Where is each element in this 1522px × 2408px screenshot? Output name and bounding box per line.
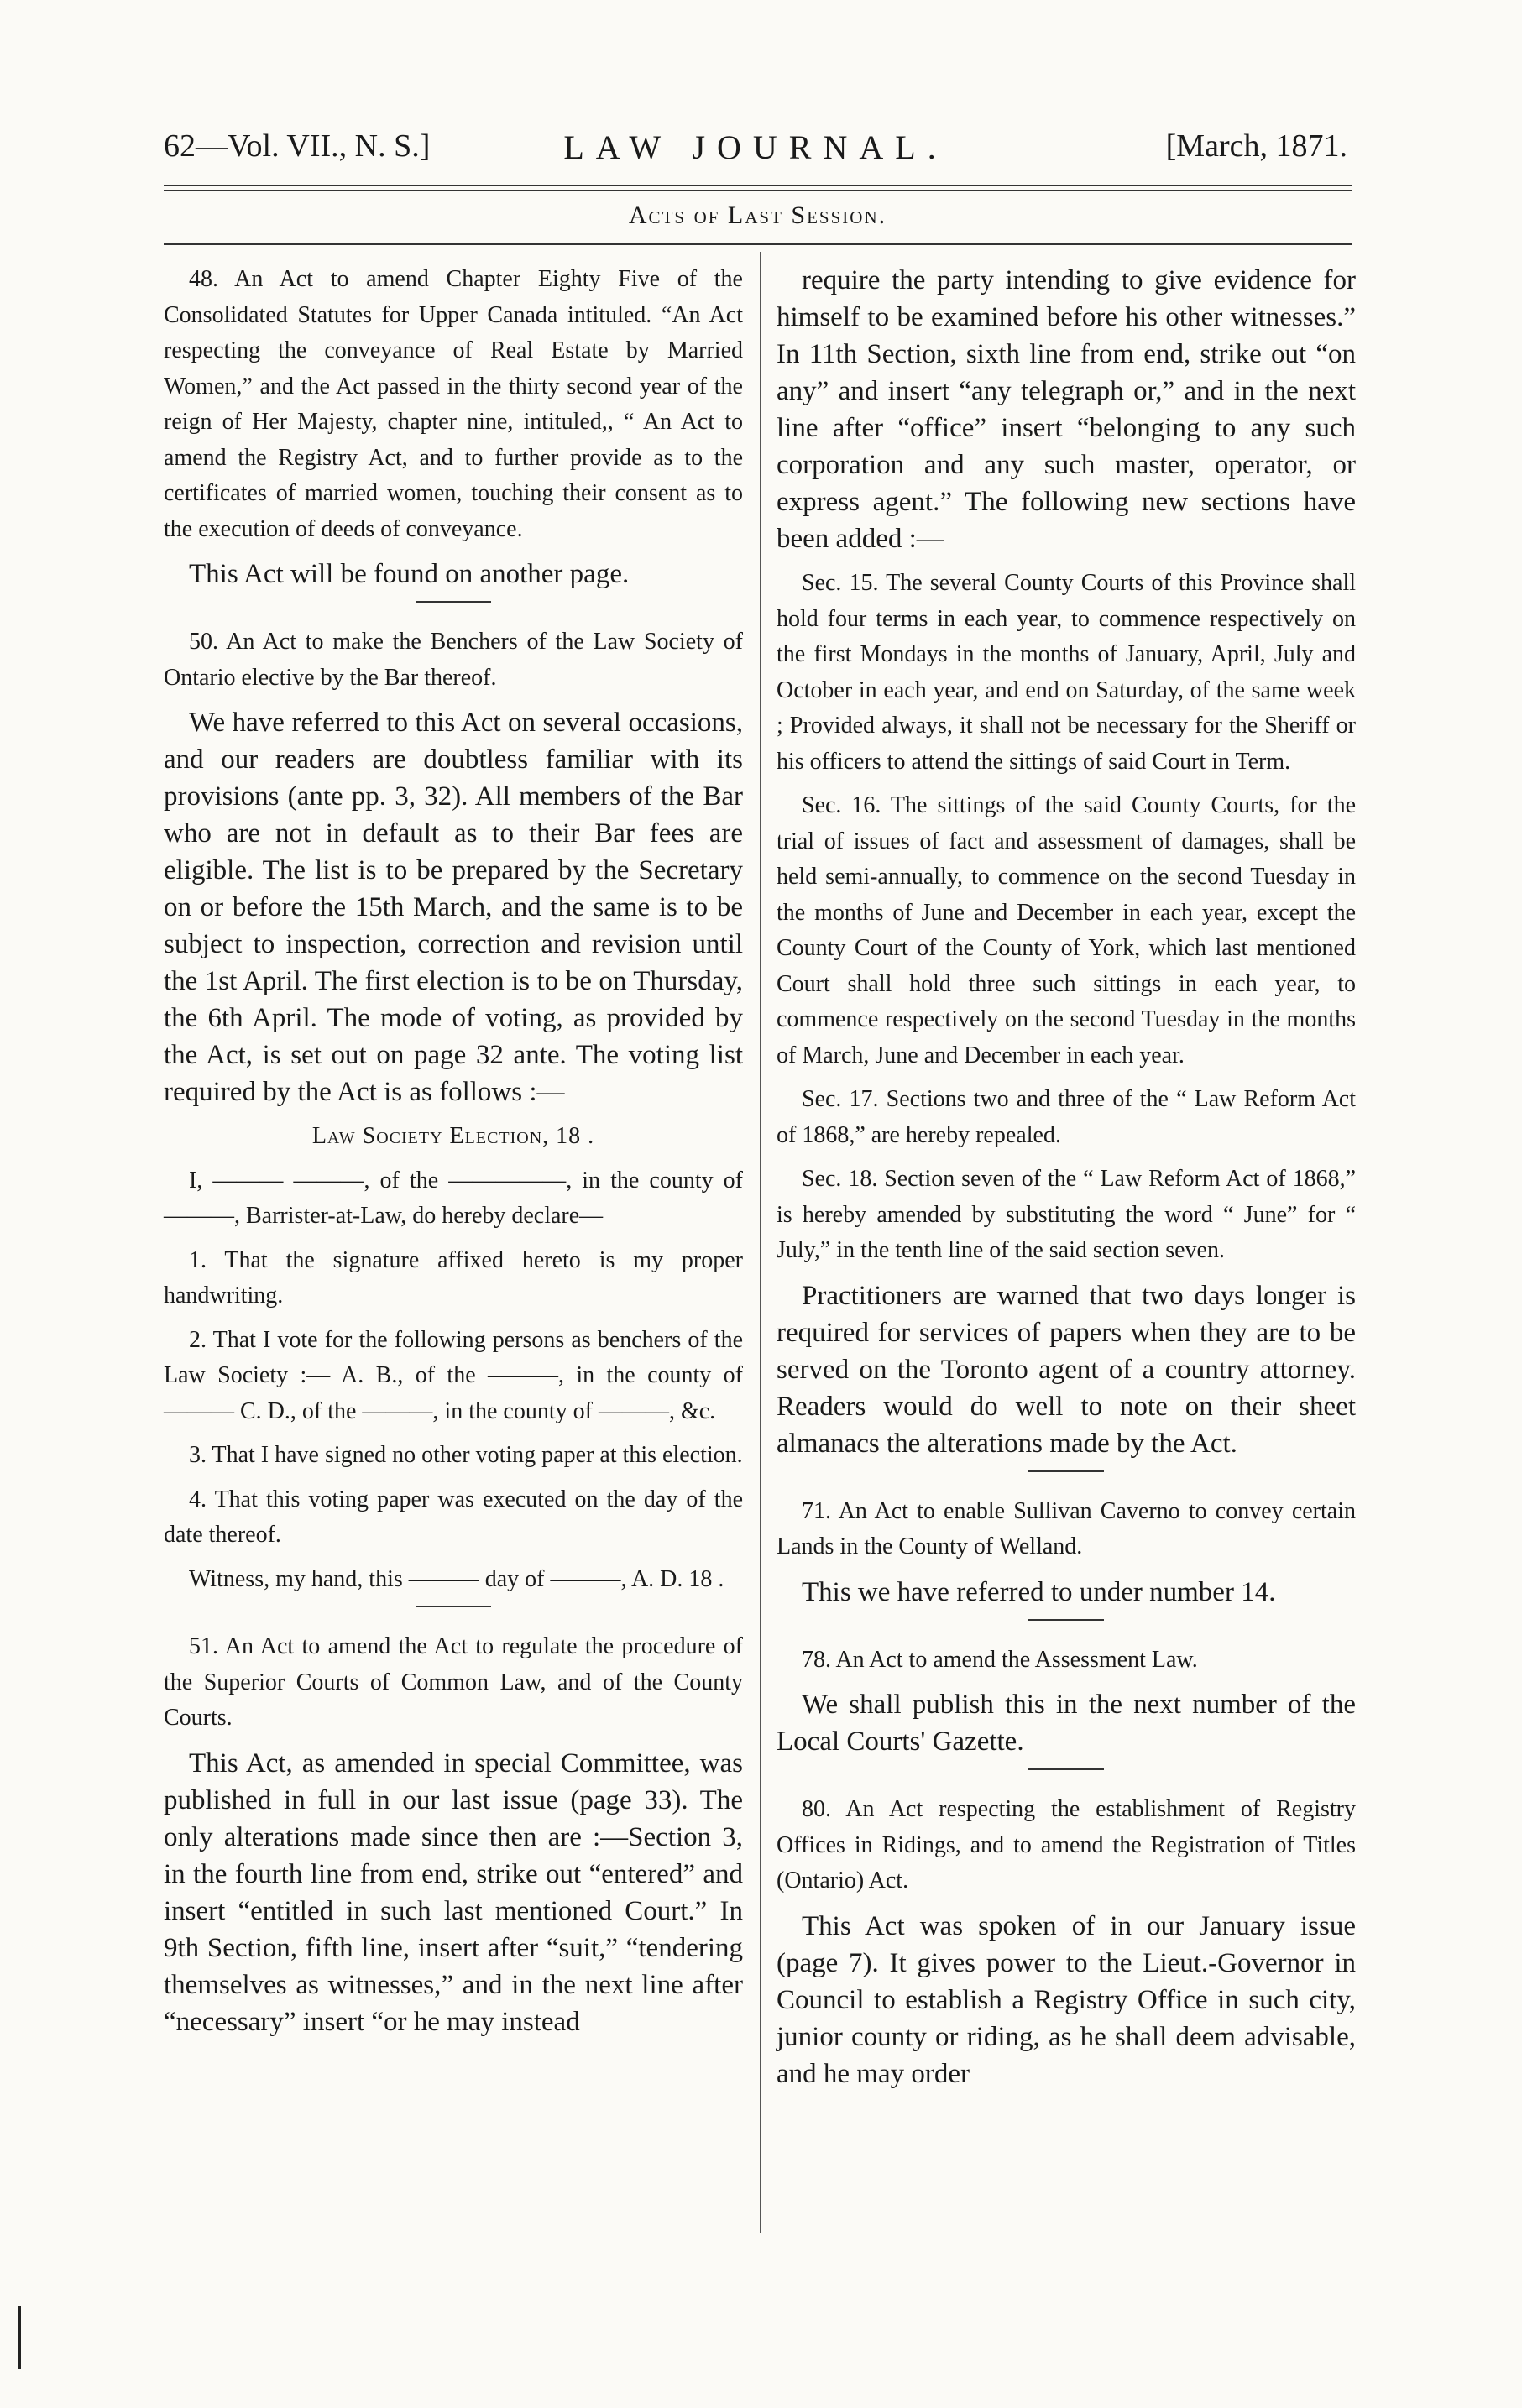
header-volume: 62—Vol. VII., N. S.] [164, 128, 431, 164]
header-rule-bottom [164, 190, 1352, 191]
section-divider-rule [416, 601, 491, 603]
act-paragraph: 48. An Act to amend Chapter Eighty Five of the Consolidated Statutes for Upper Canada intituled. “An Act respecting the conveyance of Real Estate by Married Women,” and the Act passed in the thirty second year of the reign of Her Majesty, chapter nine, intituled,, “ An Act to amend the Registry Act, and to further provide as to the certificates of married women, touching their consent as to the execution of deeds of conveyance. [164, 266, 743, 542]
form-heading: Law Society Election, 18 . [311, 1123, 595, 1149]
section-divider-rule [1028, 1470, 1104, 1472]
act-paragraph: 50. An Act to make the Benchers of the Law Society of Ontario elective by the Bar thereof. [164, 629, 743, 691]
commentary-paragraph: Practitioners are warned that two days longer is required for services of papers when they are to be served on the Toronto agent of a country attorney. Readers would do well to note on their sheet almanacs the alterations made by the Act. [777, 1280, 1356, 1459]
commentary-paragraph: This Act was spoken of in our January issue (page 7). It gives power to the Lieut.-Governor in Council to establish a Registry Office in such city, junior county or riding, as he shall deem advisable, and he may order [777, 1910, 1356, 2089]
commentary-paragraph: require the party intending to give evidence for himself to be examined before his other witnesses.” In 11th Section, sixth line from end, strike out “on any” and insert “any telegraph or,” and in the next line after “office” insert “belonging to any such corporation and any such master, operator, or express agent.” The following new sections have been added :— [777, 265, 1356, 554]
act-paragraph: 71. An Act to enable Sullivan Caverno to convey certain Lands in the County of Welland. [777, 1497, 1356, 1559]
section-divider-rule [1028, 1619, 1104, 1621]
left-column [164, 262, 743, 2049]
act-paragraph: Witness, my hand, this ——— day of ———, A. D. 18 . [189, 1565, 724, 1592]
section-rule [164, 243, 1352, 245]
page-header [164, 128, 1347, 178]
act-paragraph: 78. An Act to amend the Assessment Law. [802, 1646, 1198, 1673]
act-paragraph: I, ——— ———, of the —————, in the county of ———, Barrister-at-Law, do hereby declare— [164, 1167, 743, 1229]
act-paragraph: 2. That I vote for the following persons as benchers of the Law Society :— A. B., of the ———, in the county of ——— C. D., of the ———, in the county of ———, &c. [164, 1326, 743, 1424]
column-divider [760, 252, 761, 2233]
act-paragraph: 51. An Act to amend the Act to regulate the procedure of the Superior Courts of Common Law, and of the County Courts. [164, 1633, 743, 1731]
commentary-paragraph: We shall publish this in the next number of the Local Courts' Gazette. [777, 1690, 1356, 1757]
commentary-paragraph: This we have referred to under number 14. [802, 1576, 1276, 1607]
commentary-paragraph: We have referred to this Act on several occasions, and our readers are doubtless familiar with its provisions (ante pp. 3, 32). All members of the Bar who are not in default as to their Bar fees are eligible. The list is to be prepared by the Secretary on or before the 15th March, and the same is to be subject to inspection, correction and revision until the 1st April. The first election is to be on Thursday, the 6th April. The mode of voting, as provided by the Act, is set out on page 32 ante. The voting list required by the Act is as follows :— [164, 708, 743, 1107]
right-column [777, 262, 1356, 2101]
header-date: [March, 1871. [1165, 128, 1347, 164]
commentary-paragraph: This Act, as amended in special Committee, was published in full in our last issue (page 33). The only alterations made since then are :—Section 3, in the fourth line from end, strike out “entered” and insert “entitled in such last mentioned Court.” In 9th Section, fifth line, insert after “suit,” “tendering themselves as witnesses,” and in the next line after “necessary” insert “or he may instead [164, 1747, 743, 2037]
act-paragraph: Sec. 16. The sittings of the said County Courts, for the trial of issues of fact and assessment of damages, shall be held semi-annually, to commence on the second Tuesday in the months of June and December in each year, except the County Court of the County of York, which last mentioned Court shall hold three such sittings in each year, to commence respectively on the second Tuesday in the months of March, June and December in each year. [777, 792, 1356, 1068]
act-paragraph: 80. An Act respecting the establishment of Registry Offices in Ridings, and to amend the Registration of Titles (Ontario) Act. [777, 1796, 1356, 1893]
section-divider-rule [1028, 1768, 1104, 1770]
act-paragraph: Sec. 17. Sections two and three of the “ Law Reform Act of 1868,” are hereby repealed. [777, 1086, 1356, 1148]
commentary-paragraph: This Act will be found on another page. [189, 559, 630, 589]
header-journal-title: LAW JOURNAL. [563, 128, 948, 166]
act-paragraph: 3. That I have signed no other voting paper at this election. [189, 1442, 743, 1468]
act-paragraph: Sec. 15. The several County Courts of this Province shall hold four terms in each year, to commence respectively on the first Mondays in the months of January, April, July and October in each year, and end on Saturday, of the same week ; Provided always, it shall not be necessary for the Sheriff or his officers to attend the sittings of said Court in Term. [777, 570, 1356, 775]
section-divider-rule [416, 1606, 491, 1607]
act-paragraph: Sec. 18. Section seven of the “ Law Reform Act of 1868,” is hereby amended by substituting the word “ June” for “ July,” in the tenth line of the said section seven. [777, 1166, 1356, 1263]
header-rule-top [164, 185, 1352, 186]
act-paragraph: 1. That the signature affixed hereto is my proper handwriting. [164, 1246, 743, 1308]
act-paragraph: 4. That this voting paper was executed on the day of the date thereof. [164, 1486, 743, 1548]
section-title: Acts of Last Session. [628, 201, 887, 229]
margin-mark [18, 2306, 21, 2369]
